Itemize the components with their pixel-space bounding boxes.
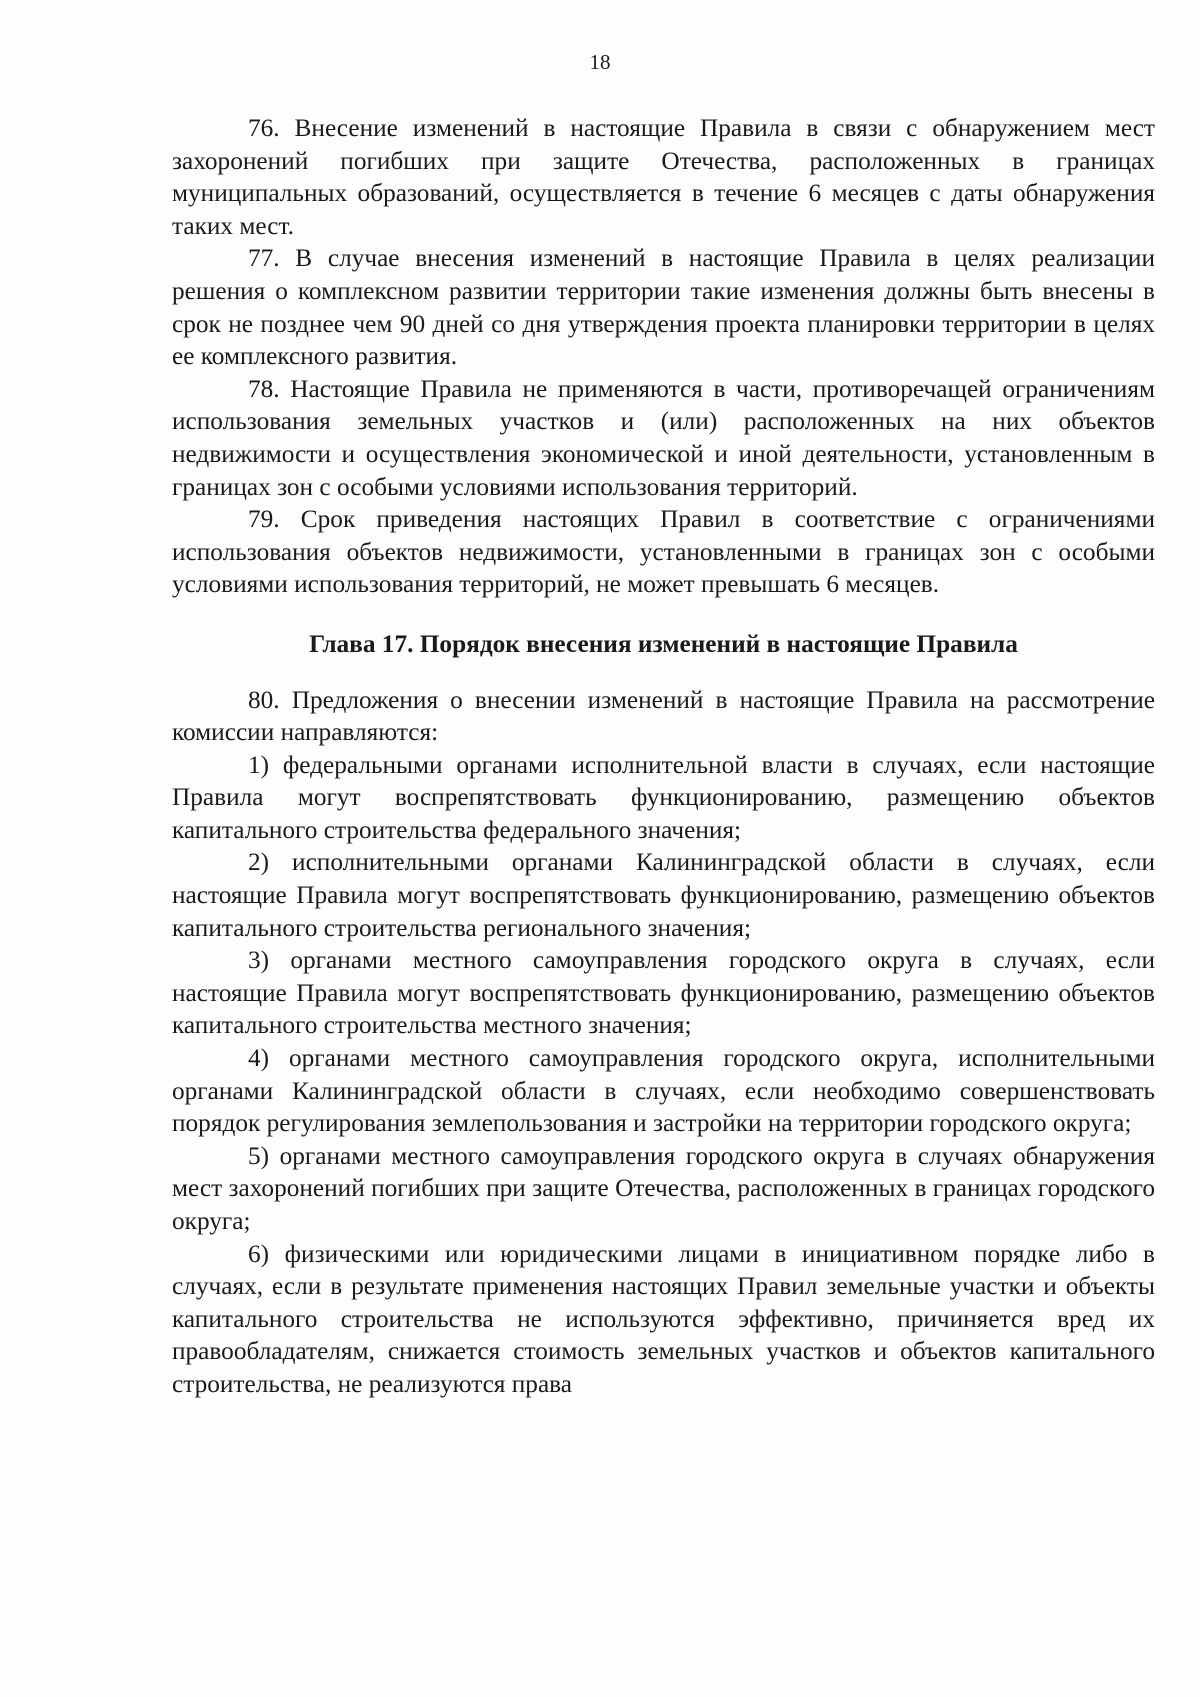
list-item-1: 1) федеральными органами исполнительной власти в случаях, если настоящие Правила могут воспрепятствовать функционированию, размещению объектов капитального строительства федерального значения; (172, 750, 1155, 844)
paragraph-77: 77. В случае внесения изменений в настоящие Правила в целях реализации решения о комплексном развитии территории такие изменения должны быть внесены в срок не позднее чем 90 дней со дня утверждения проекта планировки территории в целях ее комплексного развития. (172, 244, 1155, 371)
paragraph-78: 78. Настоящие Правила не применяются в части, противоречащей ограничениям использования земельных участков и (или) расположенных на них объектов недвижимости и осуществления экономической и иной деятельности, установленным в границах зон с особыми условиями использования территорий. (172, 374, 1155, 501)
paragraph-76: 76. Внесение изменений в настоящие Правила в связи с обнаружением мест захоронений погибших при защите Отечества, расположенных в границах муниципальных образований, осуществляется в течение 6 месяцев с даты обнаружения таких мест. (172, 114, 1155, 240)
list-item-2: 2) исполнительными органами Калининградской области в случаях, если настоящие Правила могут воспрепятствовать функционированию, размещению объектов капитального строительства регионального значения; (172, 848, 1155, 942)
list-item-6: 6) физическими или юридическими лицами в инициативном порядке либо в случаях, если в результате применения настоящих Правил земельные участки и объекты капитального строительства не используются эффективно, причиняется вред их правообладателям, снижается стоимость земельных участков и объектов капитального строительства, не реализуются права (172, 1239, 1155, 1398)
list-item-3: 3) органами местного самоуправления городского округа в случаях, если настоящие Правила могут воспрепятствовать функционированию, размещению объектов капитального строительства местного значения; (172, 946, 1155, 1040)
paragraph-79: 79. Срок приведения настоящих Правил в соответствие с ограничениями использования объектов недвижимости, установленными в границах зон с особыми условиями использования территорий, не может превышать 6 месяцев. (172, 505, 1155, 599)
document-body (172, 112, 1155, 1401)
page-number: 18 (589, 50, 611, 74)
list-item-5: 5) органами местного самоуправления городского округа в случаях обнаружения мест захоронений погибших при защите Отечества, расположенных в границах городского округа; (172, 1141, 1155, 1235)
chapter-heading: Глава 17. Порядок внесения изменений в настоящие Правила (309, 629, 1018, 658)
list-item-4: 4) органами местного самоуправления городского округа, исполнительными органами Калининградской области в случаях, если необходимо совершенствовать порядок регулирования землепользования и застройки на территории городского округа; (172, 1044, 1155, 1138)
paragraph-80: 80. Предложения о внесении изменений в настоящие Правила на рассмотрение комиссии направляются: (172, 685, 1155, 747)
